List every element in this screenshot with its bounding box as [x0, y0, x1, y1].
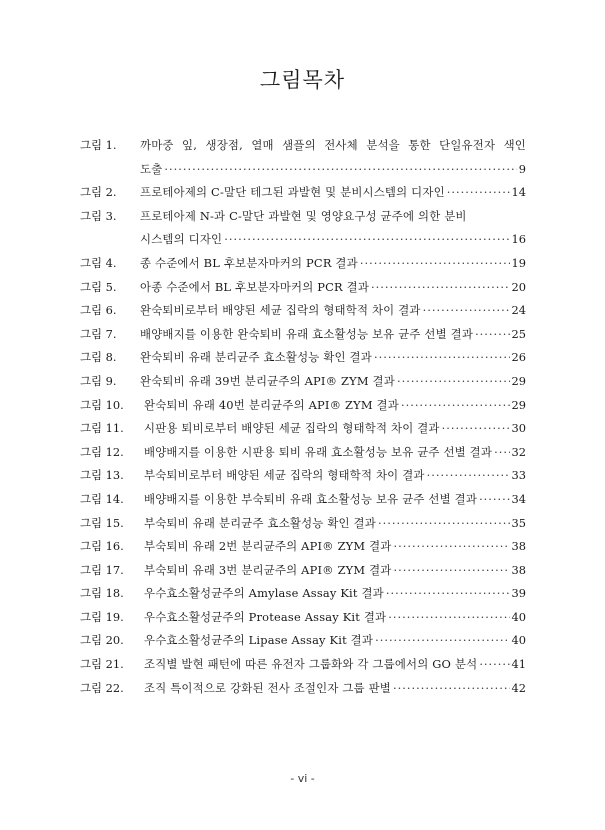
toc-entry[interactable] — [80, 441, 526, 465]
page-number: 38 — [511, 562, 526, 577]
toc-entry[interactable] — [80, 394, 526, 418]
figure-label: 그림 10. — [80, 397, 124, 412]
page-number: 42 — [511, 680, 526, 695]
figure-title: 종 수준에서 BL 후보분자마커의 PCR 결과 — [140, 255, 358, 270]
figure-label: 그림 3. — [80, 208, 117, 223]
dot-leader — [224, 228, 509, 252]
figure-title: 완숙퇴비 유래 40번 분리균주의 API® ZYM 결과 — [144, 397, 399, 412]
dot-leader — [394, 535, 510, 559]
page-number: 30 — [511, 421, 526, 436]
dot-leader — [371, 276, 509, 300]
toc-entry[interactable] — [80, 276, 526, 300]
figure-title: 우수효소활성균주의 Protease Assay Kit 결과 — [144, 609, 387, 624]
page-number: 32 — [511, 444, 526, 459]
page-number: 29 — [511, 397, 526, 412]
dot-leader — [388, 606, 509, 630]
figure-title: 완숙퇴비 유래 분리균주 효소활성능 확인 결과 — [140, 350, 372, 365]
toc-entry[interactable] — [80, 134, 526, 181]
figure-title: 아종 수준에서 BL 후보분자마커의 PCR 결과 — [140, 279, 370, 294]
page-title: 그림목차 — [259, 68, 346, 92]
toc-entry[interactable] — [80, 323, 526, 347]
toc-entry[interactable] — [80, 559, 526, 583]
figure-label: 그림 9. — [80, 373, 117, 388]
page-number: 41 — [511, 657, 526, 672]
toc-entry[interactable] — [80, 488, 526, 512]
toc-entry[interactable] — [80, 370, 526, 394]
figure-label: 그림 21. — [80, 657, 124, 672]
page-number: 35 — [511, 515, 526, 530]
figure-title: 부숙퇴비 유래 2번 분리균주의 API® ZYM 결과 — [144, 539, 392, 554]
toc-entry[interactable] — [80, 629, 526, 653]
figure-label: 그림 19. — [80, 609, 124, 624]
figure-title: 조직별 발현 패턴에 따른 유전자 그룹화와 각 그룹에서의 GO 분석 — [144, 657, 478, 672]
figure-label: 그림 14. — [80, 491, 124, 506]
page-number: 33 — [511, 468, 526, 483]
toc-entry[interactable] — [80, 535, 526, 559]
figure-label: 그림 18. — [80, 586, 124, 601]
figure-title-continued: 도출 — [140, 161, 163, 176]
figure-label: 그림 13. — [80, 468, 124, 483]
figure-title: 시판용 퇴비로부터 배양된 세균 집락의 형태학적 차이 결과 — [144, 421, 440, 436]
dot-leader — [393, 677, 510, 701]
figure-title-continued: 시스템의 디자인 — [140, 232, 223, 247]
figure-title: 완숙퇴비로부터 배양된 세균 집락의 형태학적 차이 결과 — [140, 303, 421, 318]
figure-title: 배양배지를 이용한 완숙퇴비 유래 효소활성능 보유 균주 선별 결과 — [140, 326, 474, 341]
figure-title: 우수효소활성균주의 Lipase Assay Kit 결과 — [144, 633, 374, 648]
toc-entry[interactable] — [80, 464, 526, 488]
dot-leader — [423, 299, 510, 323]
page-number: 39 — [511, 586, 526, 601]
figure-label: 그림 5. — [80, 279, 117, 294]
dot-leader — [442, 417, 510, 441]
figure-list — [80, 134, 526, 700]
dot-leader — [360, 252, 510, 276]
dot-leader — [374, 346, 510, 370]
toc-entry[interactable] — [80, 417, 526, 441]
dot-leader — [394, 559, 510, 583]
figure-title: 까마중 잎, 생장점, 열매 샘플의 전사체 분석을 통한 단일유전자 색인 — [140, 138, 526, 152]
dot-leader — [375, 629, 509, 653]
figure-title: 프로테아제의 C-말단 테그된 과발현 및 분비시스템의 디자인 — [140, 185, 445, 200]
toc-entry[interactable] — [80, 299, 526, 323]
page-number: 40 — [511, 633, 526, 648]
page-number-footer: - vi - — [290, 772, 315, 785]
figure-title: 우수효소활성균주의 Amylase Assay Kit 결과 — [144, 586, 384, 601]
page-number: 38 — [511, 539, 526, 554]
figure-title: 배양배지를 이용한 시판용 퇴비 유래 효소활성능 보유 균주 선별 결과 — [144, 444, 493, 459]
page-number: 34 — [511, 491, 526, 506]
dot-leader — [479, 653, 509, 677]
toc-entry[interactable] — [80, 677, 526, 701]
dot-leader — [475, 323, 509, 347]
page-number: 40 — [511, 609, 526, 624]
figure-title: 부숙퇴비 유래 분리균주 효소활성능 확인 결과 — [144, 515, 376, 530]
figure-label: 그림 1. — [80, 138, 117, 152]
toc-entry[interactable] — [80, 653, 526, 677]
figure-title: 부숙퇴비로부터 배양된 세균 집락의 형태학적 차이 결과 — [144, 468, 425, 483]
dot-leader — [401, 394, 510, 418]
toc-entry[interactable] — [80, 512, 526, 536]
figure-label: 그림 6. — [80, 303, 117, 318]
dot-leader — [427, 464, 510, 488]
figure-label: 그림 8. — [80, 350, 117, 365]
dot-leader — [164, 158, 516, 182]
figure-title: 배양배지를 이용한 부숙퇴비 유래 효소활성능 보유 균주 선별 결과 — [144, 491, 478, 506]
figure-label: 그림 7. — [80, 326, 117, 341]
figure-label: 그림 22. — [80, 680, 124, 695]
dot-leader — [447, 181, 510, 205]
toc-entry[interactable] — [80, 346, 526, 370]
page-number: 19 — [511, 255, 526, 270]
toc-entry[interactable] — [80, 606, 526, 630]
page-number: 26 — [511, 350, 526, 365]
dot-leader — [397, 370, 510, 394]
toc-entry[interactable] — [80, 181, 526, 205]
dot-leader — [479, 488, 509, 512]
figure-label: 그림 20. — [80, 633, 124, 648]
figure-title: 부숙퇴비 유래 3번 분리균주의 API® ZYM 결과 — [144, 562, 392, 577]
figure-title: 조직 특이적으로 강화된 전사 조절인자 그룹 판별 — [144, 680, 391, 695]
figure-label: 그림 15. — [80, 515, 124, 530]
dot-leader — [386, 582, 510, 606]
figure-label: 그림 12. — [80, 444, 124, 459]
toc-entry[interactable] — [80, 582, 526, 606]
figure-label: 그림 2. — [80, 185, 117, 200]
toc-entry[interactable] — [80, 252, 526, 276]
figure-label: 그림 16. — [80, 539, 124, 554]
page-number: 16 — [511, 232, 526, 247]
page-number: 20 — [511, 279, 526, 294]
page-number: 9 — [518, 161, 526, 176]
page-number: 24 — [511, 303, 526, 318]
page-number: 14 — [511, 185, 526, 200]
toc-entry[interactable] — [80, 205, 526, 252]
figure-label: 그림 17. — [80, 562, 124, 577]
page-number: 29 — [511, 373, 526, 388]
figure-label: 그림 4. — [80, 255, 117, 270]
figure-title: 프로테아제 N-과 C-말단 과발현 및 영양요구성 균주에 의한 분비 — [140, 208, 467, 223]
dot-leader — [494, 441, 509, 465]
page-number: 25 — [511, 326, 526, 341]
figure-label: 그림 11. — [80, 421, 124, 436]
figure-title: 완숙퇴비 유래 39번 분리균주의 API® ZYM 결과 — [140, 373, 395, 388]
dot-leader — [378, 512, 510, 536]
